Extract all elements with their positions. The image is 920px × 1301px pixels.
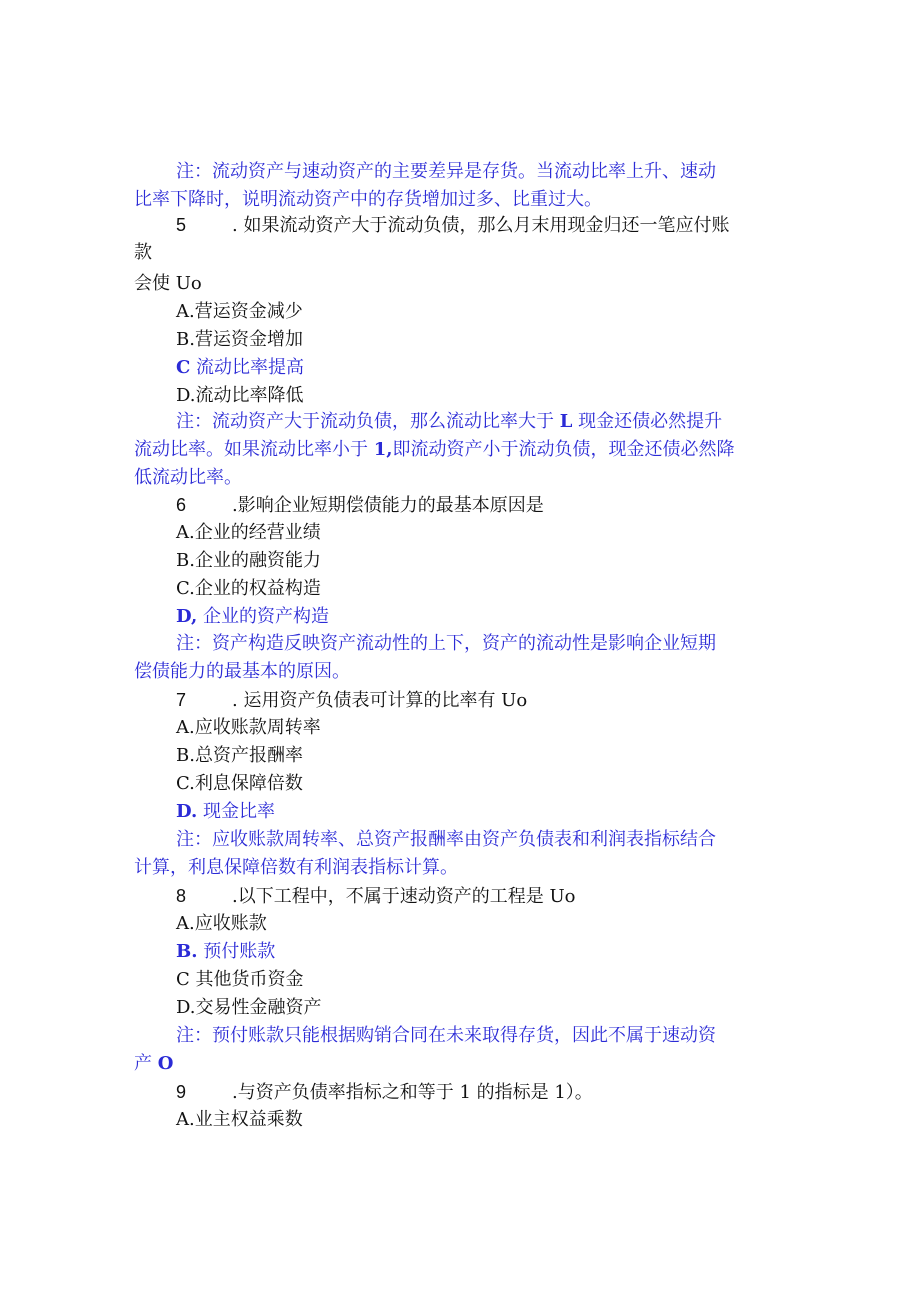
question-text: . 如果流动资产大于流动负债，那么月末用现金归还一笔应付账	[232, 215, 730, 236]
answer-letter: C	[176, 357, 191, 378]
option-a: A.业主权益乘数	[176, 1109, 303, 1130]
note-line	[134, 436, 735, 464]
option-text: 预付账款	[197, 941, 276, 962]
question-9	[176, 1078, 593, 1107]
question-number: 5	[176, 215, 187, 235]
question-continuation: 会使 Uo	[134, 273, 202, 294]
note-line: 低流动比率。	[134, 467, 242, 488]
question-text: .影响企业短期偿债能力的最基本原因是	[232, 495, 544, 516]
option-c: C.企业的权益构造	[176, 578, 321, 599]
note-bold: L	[559, 411, 573, 432]
question-5	[176, 211, 729, 240]
option-d: D.交易性金融资产	[176, 997, 322, 1018]
option-text: 流动比率提高	[190, 357, 305, 378]
note-line: 比率下降时，说明流动资产中的存货增加过多、比重过大。	[134, 189, 602, 210]
question-number: 6	[176, 495, 187, 515]
option-c: C 其他货币资金	[176, 969, 304, 990]
question-text: .与资产负债率指标之和等于 1 的指标是 1）。	[232, 1082, 593, 1103]
note-line: 注：资产构造反映资产流动性的上下，资产的流动性是影响企业短期	[176, 633, 716, 654]
question-number: 8	[176, 886, 187, 906]
option-c-answer	[176, 354, 304, 382]
note-bold: 1,	[373, 439, 393, 460]
note-line: 注：预付账款只能根据购销合同在未来取得存货，因此不属于速动资	[176, 1025, 716, 1046]
option-b: B.企业的融资能力	[176, 550, 321, 571]
question-6	[176, 491, 544, 520]
option-text: 现金比率	[197, 801, 275, 822]
option-a: A.营运资金减少	[176, 301, 303, 322]
note-text: 产	[134, 1053, 158, 1074]
question-number: 7	[176, 690, 187, 710]
note-text: 即流动资产小于流动负债，现金还债必然降	[392, 439, 735, 460]
answer-letter: D,	[176, 606, 198, 627]
option-d: D.流动比率降低	[176, 385, 304, 406]
note-bold: O	[157, 1053, 174, 1074]
option-text: 企业的资产构造	[197, 606, 329, 627]
note-line: 注：应收账款周转率、总资产报酬率由资产负债表和利润表指标结合	[176, 829, 716, 850]
note-text: 注：流动资产大于流动负债，那么流动比率大于	[176, 411, 560, 432]
note-line	[134, 1050, 173, 1078]
option-d-answer	[176, 798, 275, 826]
question-continuation: 款	[134, 242, 152, 263]
option-c: C.利息保障倍数	[176, 773, 303, 794]
note-line: 注：流动资产与速动资产的主要差异是存货。当流动比率上升、速动	[176, 161, 716, 182]
option-d-answer	[176, 603, 329, 631]
option-b-answer	[176, 938, 275, 966]
option-b: B.总资产报酬率	[176, 745, 303, 766]
question-number: 9	[176, 1082, 187, 1102]
note-line: 偿债能力的最基本的原因。	[134, 661, 350, 682]
note-text: 流动比率。如果流动比率小于	[134, 439, 374, 460]
question-8	[176, 882, 575, 911]
question-text: .以下工程中，不属于速动资产的工程是 Uo	[232, 886, 576, 907]
option-a: A.应收账款周转率	[176, 717, 321, 738]
note-line: 计算，利息保障倍数有利润表指标计算。	[134, 857, 458, 878]
answer-letter: B.	[176, 941, 198, 962]
option-a: A.企业的经营业绩	[176, 522, 321, 543]
question-text: . 运用资产负债表可计算的比率有 Uo	[232, 690, 528, 711]
answer-letter: D.	[176, 801, 198, 822]
question-7	[176, 686, 527, 715]
option-b: B.营运资金增加	[176, 329, 303, 350]
note-text: 现金还债必然提升	[572, 411, 723, 432]
note-line	[176, 408, 722, 436]
option-a: A.应收账款	[176, 913, 267, 934]
